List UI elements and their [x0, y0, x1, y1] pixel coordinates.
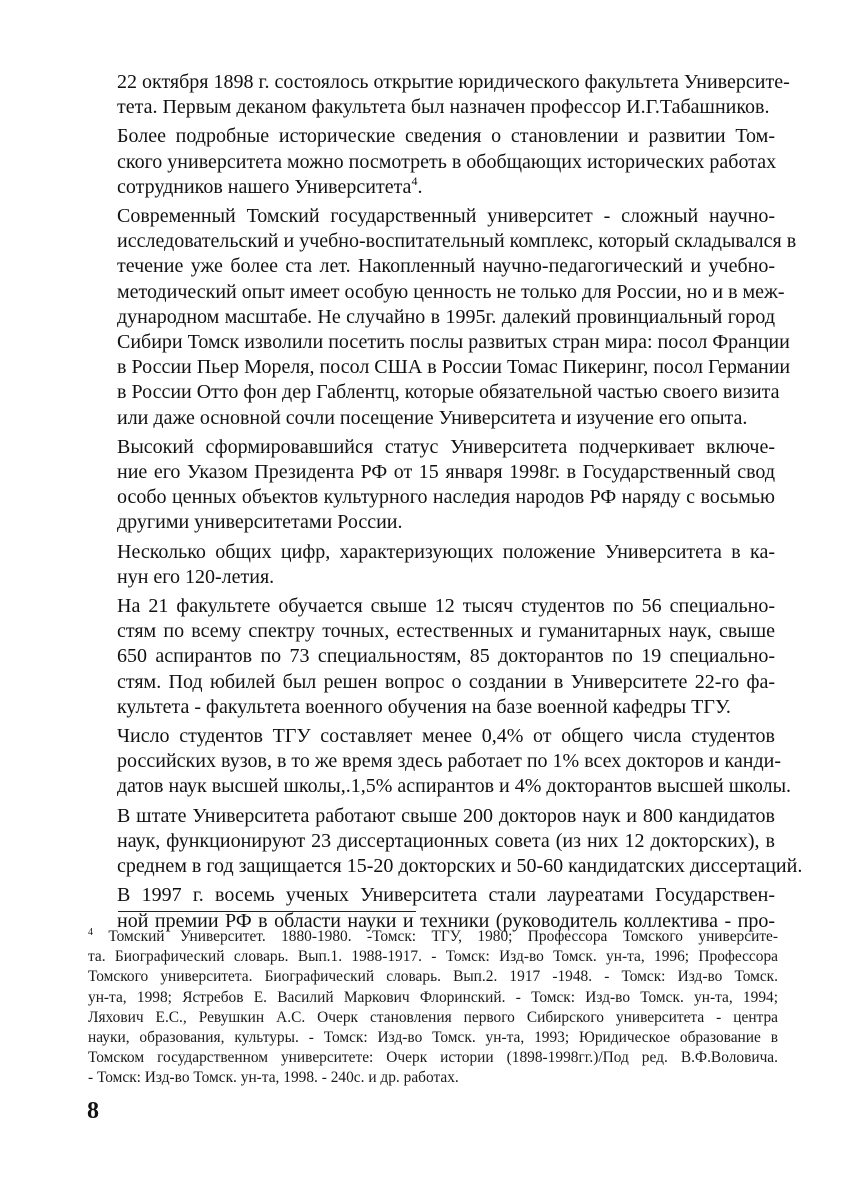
text-line: стям. Под юбилей был решен вопрос о создании в Университете 22-го фа-	[117, 670, 775, 693]
paragraph-7	[117, 724, 792, 800]
footnote-line: науки, образования, культуры. - Томск: Изд-во Томск. ун-та, 1993; Юридическое образование в	[88, 1029, 778, 1047]
text-line: в России Отто фон дер Габлентц, которые обязательной частью своего визита	[117, 381, 780, 404]
text-line: ского университета можно посмотреть в обобщающих исторических работах	[117, 150, 777, 173]
text-line: Сибири Томск изволили посетить послы развитых стран мира: посол Франции	[117, 331, 790, 354]
text-line: дународном масштабе. Не случайно в 1995г. далекий провинциальный город	[117, 305, 775, 328]
text-line: тета. Первым деканом факультета был назначен профессор И.Г.Табашников.	[117, 96, 770, 119]
text-line: ной премии РФ в области науки и техники (руководитель коллектива - про-	[117, 909, 775, 932]
paragraph-5	[117, 540, 775, 590]
text-line: датов наук высшей школы,.1,5% аспирантов и 4% докторантов высшей школы.	[117, 775, 792, 798]
text-line: в России Пьер Мореля, посол США в России Томас Пикеринг, посол Германии	[117, 356, 791, 379]
text-line: исследовательский и учебно-воспитательный комплекс, который складывался в	[117, 230, 797, 253]
footnote-reference[interactable]: 4	[411, 173, 418, 188]
footnote-line: Ляхович Е.С., Ревушкин А.С. Очерк становления первого Сибирского университета - центра	[88, 1008, 778, 1026]
text-line: стям по всему спектру точных, естественных и гуманитарных наук, свыше	[117, 620, 775, 643]
text-line: ние его Указом Президента РФ от 15 января 1998г. в Государственный свод	[117, 461, 775, 484]
text-line: течение уже более ста лет. Накопленный научно-педагогический и учебно-	[117, 255, 775, 278]
text-line: Современный Томский государственный университет - сложный научно-	[117, 205, 775, 228]
paragraph-2	[117, 124, 775, 200]
footnote-marker: 4	[88, 927, 93, 938]
text-line: другими университетами России.	[117, 511, 403, 534]
text-line: культета - факультета военного обучения на базе военной кафедры ТГУ.	[117, 695, 731, 718]
footnote-line: та. Биографический словарь. Вып.1. 1988-1917. - Томск: Изд-во Томск. ун-та, 1996; Профессора	[88, 948, 778, 966]
text-line: Несколько общих цифр, характеризующих положение Университета в ка-	[117, 540, 775, 563]
paragraph-8	[117, 804, 803, 880]
paragraph-4	[117, 435, 775, 536]
text-line-content: сотрудников нашего Университета	[117, 175, 412, 198]
text-line: среднем в год защищается 15-20 докторских и 50-60 кандидатских диссертаций.	[117, 855, 803, 878]
text-line: нун его 120-летия.	[117, 565, 275, 588]
text-line: особо ценных объектов культурного наследия народов РФ наряду с восьмью	[117, 486, 775, 509]
footnote-line: Томском государственном университете: Очерк истории (1898-1998гг.)/Под ред. В.Ф.Воловича.	[88, 1049, 778, 1067]
paragraph-3	[117, 204, 797, 431]
text-line: методический опыт имеет особую ценность не только для России, но и в меж-	[117, 280, 785, 303]
footnote-line: - Томск: Изд-во Томск. ун-та, 1998. - 240с. и др. работах.	[88, 1069, 459, 1087]
text-line: Число студентов ТГУ составляет менее 0,4% от общего числа студентов	[117, 725, 775, 748]
footnote-line	[88, 927, 778, 947]
text-line: Высокий сформировавшийся статус Университета подчеркивает включе-	[117, 435, 775, 458]
footnote-line: Томского университета. Биографический словарь. Вып.2. 1917 -1948. - Томск: Изд-во Томск.	[88, 968, 778, 986]
text-line: Более подробные исторические сведения о становлении и развитии Том-	[117, 125, 775, 148]
page-number: 8	[87, 1098, 99, 1124]
text-line: 650 аспирантов по 73 специальностям, 85 докторантов по 19 специально-	[117, 645, 775, 668]
text-line: На 21 факультете обучается свыше 12 тысяч студентов по 56 специально-	[117, 595, 775, 618]
text-line: российских вузов, в то же время здесь работает по 1% всех докторов и канди-	[117, 750, 782, 773]
text-line	[117, 175, 775, 200]
text-line: наук, функционируют 23 диссертационных совета (из них 12 докторских), в	[117, 829, 775, 852]
text-line: или даже основной сочли посещение Университета и изучение его опыта.	[117, 406, 748, 429]
text-line-tail: .	[417, 175, 423, 198]
text-line: 22 октября 1898 г. состоялось открытие юридического факультета Университе-	[117, 71, 790, 93]
text-line: В 1997 г. восемь ученых Университета стали лауреатами Государствен-	[117, 884, 775, 907]
footnote	[88, 927, 778, 1089]
footnote-line-content: Томский Университет. 1880-1980. -Томск: ТГУ, 1980; Профессора Томского университе-	[93, 928, 778, 945]
paragraph-6	[117, 594, 775, 720]
footnote-divider	[118, 911, 416, 912]
text-line: В штате Университета работают свыше 200 докторов наук и 800 кандидатов	[117, 804, 775, 827]
paragraph-1	[117, 70, 790, 120]
body-text	[117, 70, 803, 938]
footnote-line: ун-та, 1998; Ястребов Е. Василий Маркович Флоринский. - Томск: Изд-во Томск. ун-та, 1994;	[88, 988, 778, 1006]
